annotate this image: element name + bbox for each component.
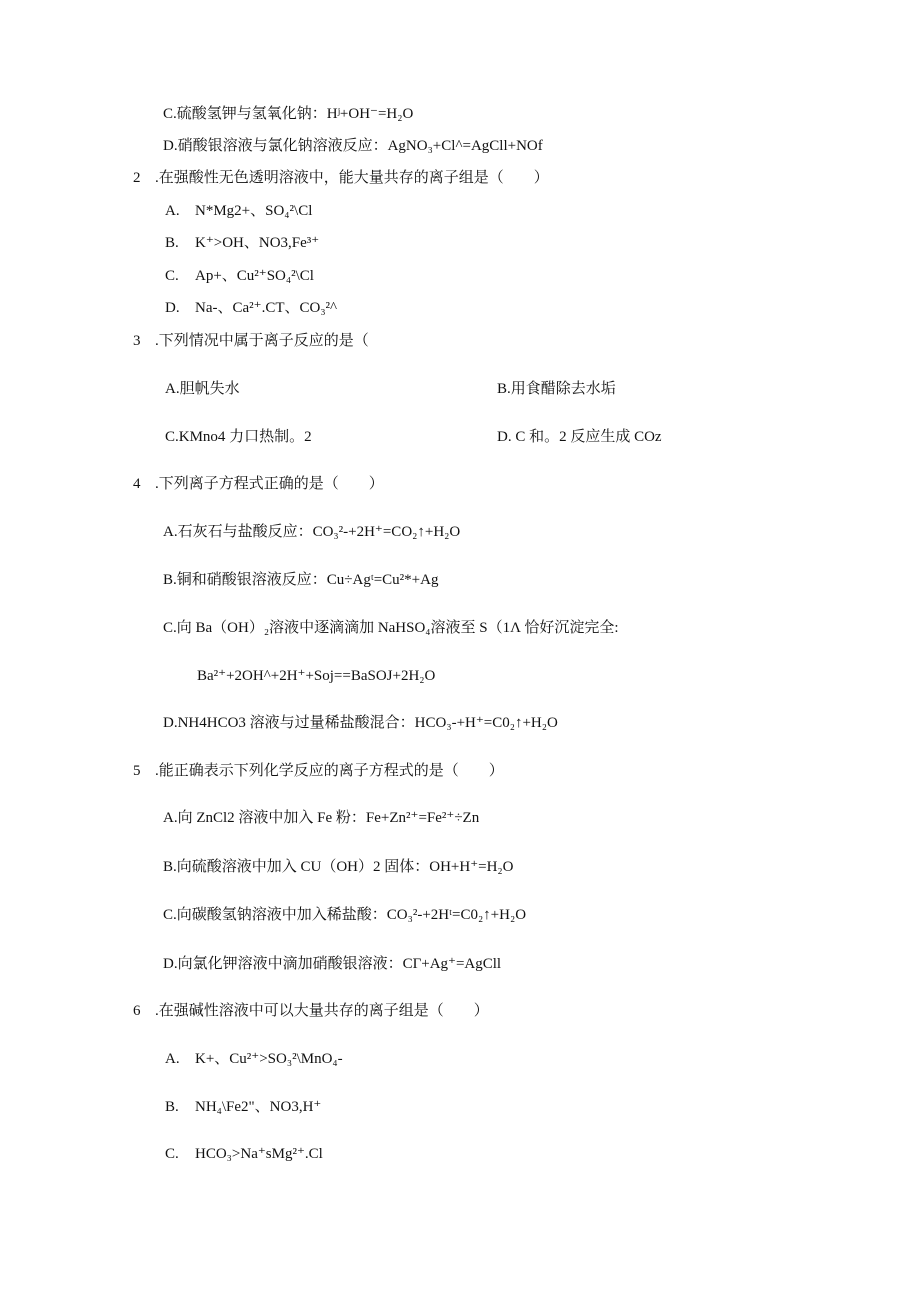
question-number: 3 [133,333,141,349]
option-label: A. [165,203,180,219]
option-text: HCO₃>Na⁺sMg²⁺.Cl [195,1146,323,1162]
q6-option-a [165,1049,343,1069]
q2-option-a [165,201,312,221]
q4-option-c-equation: Ba²⁺+2OH^+2H⁺+Soj==BaSOJ+2H₂O [197,668,436,684]
option-label: C. [165,268,179,284]
option-text: N*Mg2+、SO₄²\Cl [195,203,313,219]
option-text: NH₄\Fe2"、NO3,H⁺ [195,1099,322,1115]
question-5 [133,761,504,781]
question-number: 6 [133,1003,141,1019]
q4-option-a: A.石灰石与盐酸反应：CO₃²-+2H⁺=CO₂↑+H₂O [163,524,461,540]
q4-option-c: C.向 Ba（OH）₂溶液中逐滴滴加 NaHSO₄溶液至 S（1Λ 恰好沉淀完全: [163,620,619,636]
q3-option-d: D. C 和。2 反应生成 COz [497,429,662,445]
q2-option-b [165,233,319,253]
q1-option-c: C.硫酸氢钾与氢氧化钠：Hʲ+OH⁻=H₂O [163,106,414,122]
q3-option-c: C.KMno4 力口热制。2 [165,429,312,445]
q5-option-b: B.向硫酸溶液中加入 CU（OH）2 固体：OH+H⁺=H₂O [163,859,514,875]
question-text: .能正确表示下列化学反应的离子方程式的是（ ） [155,763,504,779]
q3-option-a: A.胆帆失水 [165,381,240,397]
question-6 [133,1001,489,1021]
question-text: .下列情况中属于离子反应的是（ [155,333,369,349]
q2-option-c [165,266,314,286]
option-label: C. [165,1146,179,1162]
option-label: B. [165,1099,179,1115]
q1-option-d: D.硝酸银溶液与氯化钠溶液反应：AgNO₃+Cl^=AgCll+NOf [163,138,543,154]
question-2 [133,168,549,188]
option-text: K+、Cu²⁺>SO₃²\MnO₄- [195,1051,343,1067]
question-text: .下列离子方程式正确的是（ ） [155,476,384,492]
q6-option-b [165,1097,321,1117]
q6-option-c [165,1144,323,1164]
option-text: Ap+、Cu²⁺SO₄²\Cl [195,268,314,284]
option-label: D. [165,300,180,316]
question-text: .在强碱性溶液中可以大量共存的离子组是（ ） [155,1003,489,1019]
question-number: 5 [133,763,141,779]
question-number: 2 [133,170,141,186]
option-label: A. [165,1051,180,1067]
q4-option-d: D.NH4HCO3 溶液与过量稀盐酸混合：HCO₃-+H⁺=C0₂↑+H₂O [163,715,558,731]
q4-option-b: B.铜和硝酸银溶液反应：Cu÷Agᵗ=Cu²*+Ag [163,572,439,588]
q2-option-d [165,298,337,318]
q5-option-a: A.向 ZnCl2 溶液中加入 Fe 粉：Fe+Zn²⁺=Fe²⁺÷Zn [163,810,480,826]
question-3 [133,331,369,351]
q5-option-d: D.向氯化钾溶液中滴加硝酸银溶液：CΓ+Ag⁺=AgCll [163,956,502,972]
question-text: .在强酸性无色透明溶液中，能大量共存的离子组是（ ） [155,170,549,186]
q3-option-b: B.用食醋除去水垢 [497,381,616,397]
question-4 [133,474,384,494]
option-text: Na-、Ca²⁺.CT、CO₃²^ [195,300,338,316]
option-text: K⁺>OH、NO3,Fe³⁺ [195,235,320,251]
q5-option-c: C.向碳酸氢钠溶液中加入稀盐酸：CO₃²-+2Hᵗ=C0₂↑+H₂O [163,907,527,923]
option-label: B. [165,235,179,251]
question-number: 4 [133,476,141,492]
